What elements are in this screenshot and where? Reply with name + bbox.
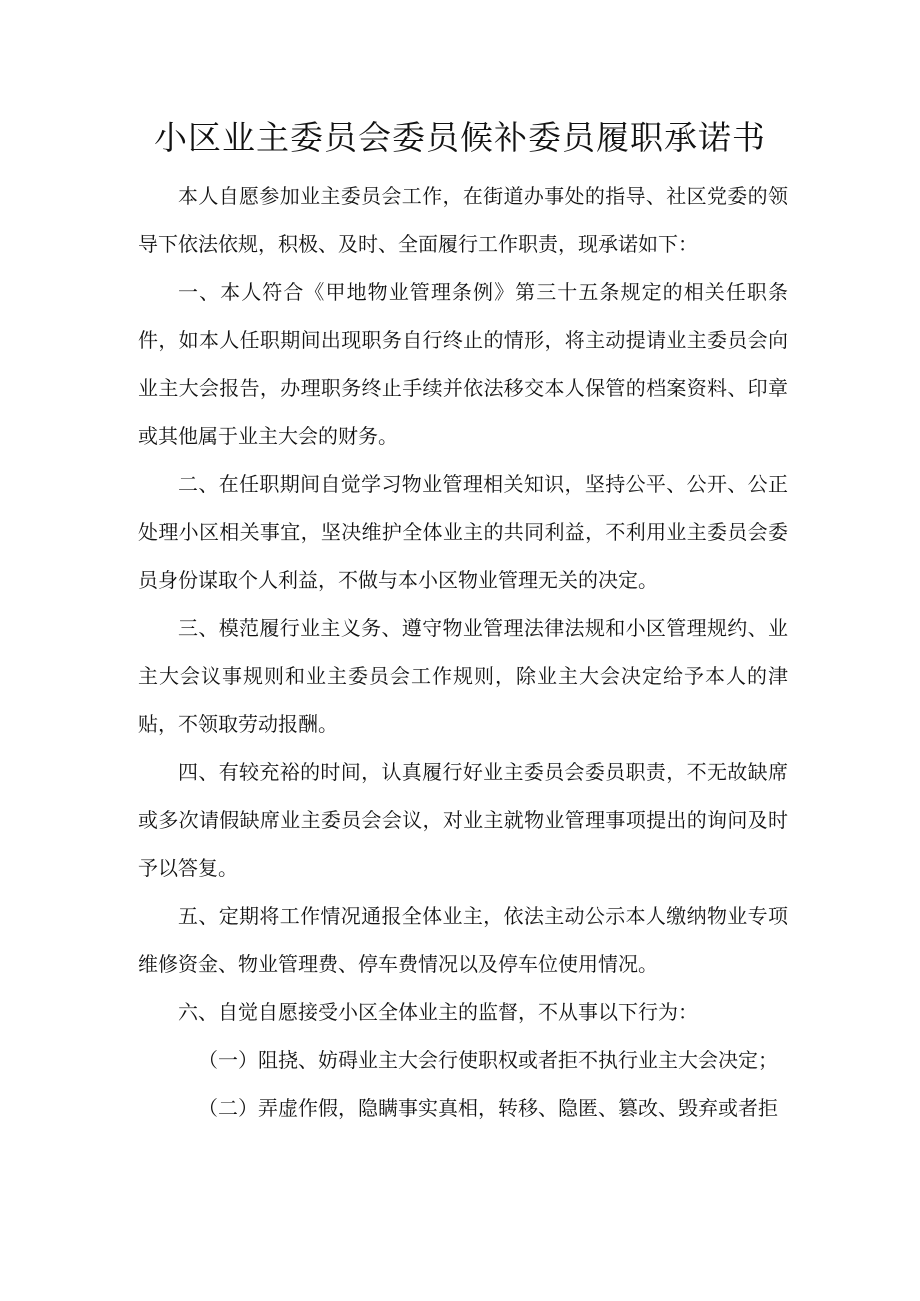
document-title: 小区业主委员会委员候补委员履职承诺书	[154, 118, 766, 157]
intro-paragraph: 本人自愿参加业主委员会工作，在街道办事处的指导、社区党委的领导下依法依规，积极、及时、全面履行工作职责，现承诺如下：	[138, 184, 788, 256]
clause-6: 六、自觉自愿接受小区全体业主的监督，不从事以下行为：	[178, 1000, 698, 1024]
sub-item-2: （二）弄虚作假，隐瞒事实真相，转移、隐匿、篡改、毁弃或者拒	[198, 1096, 778, 1120]
clause-5: 五、定期将工作情况通报全体业主，依法主动公示本人缴纳物业专项维修资金、物业管理费、停车费情况以及停车位使用情况。	[138, 904, 788, 976]
sub-item-1: （一）阻挠、妨碍业主大会行使职权或者拒不执行业主大会决定；	[198, 1048, 778, 1072]
clause-4: 四、有较充裕的时间，认真履行好业主委员会委员职责，不无故缺席或多次请假缺席业主委员会会议，对业主就物业管理事项提出的询问及时予以答复。	[138, 760, 788, 880]
clause-2: 二、在任职期间自觉学习物业管理相关知识，坚持公平、公开、公正处理小区相关事宜，坚决维护全体业主的共同利益，不利用业主委员会委员身份谋取个人利益，不做与本小区物业管理无关的决定。	[138, 472, 788, 592]
clause-3: 三、模范履行业主义务、遵守物业管理法律法规和小区管理规约、业主大会议事规则和业主委员会工作规则，除业主大会决定给予本人的津贴，不领取劳动报酬。	[138, 616, 788, 736]
document-body	[138, 172, 788, 1132]
clause-1: 一、本人符合《甲地物业管理条例》第三十五条规定的相关任职条件，如本人任职期间出现职务自行终止的情形，将主动提请业主委员会向业主大会报告，办理职务终止手续并依法移交本人保管的档案资料、印章或其他属于业主大会的财务。	[138, 280, 788, 448]
